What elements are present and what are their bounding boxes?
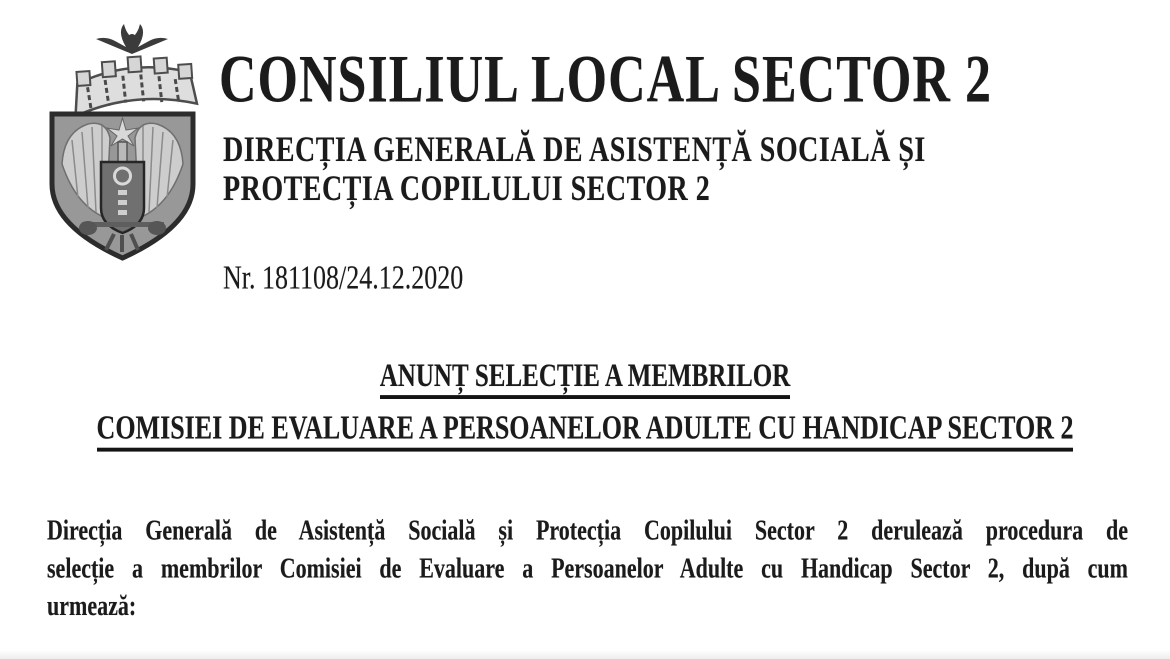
scan-artifact-bottom [0, 650, 1170, 659]
announcement-title-text-1: ANUNȚ SELECȚIE A MEMBRILOR [380, 359, 791, 399]
crown-icon [72, 53, 198, 116]
announcement-title-text-2: COMISIEI DE EVALUARE A PERSOANELOR ADULTE CU HANDICAP SECTOR 2 [97, 409, 1074, 452]
coat-of-arms-emblem [44, 12, 214, 264]
eagle-icon [96, 24, 168, 54]
org-subtitle-line-1: DIRECȚIA GENERALĂ DE ASISTENȚĂ SOCIALĂ ȘI [223, 129, 926, 170]
shield-icon [52, 114, 193, 258]
announcement-title-line-2 [0, 410, 1170, 445]
body-paragraph [47, 511, 1128, 624]
body-line-1: Direcția Generală de Asistență Socială și Protecția Copilului Sector 2 derulează procedura de [47, 513, 1128, 547]
document-number: Nr. 181108/24.12.2020 [223, 258, 464, 297]
org-subtitle [223, 131, 926, 209]
body-line-3: urmează: [47, 589, 137, 622]
org-subtitle-line-2: PROTECȚIA COPILULUI SECTOR 2 [223, 168, 711, 209]
body-line-2: selecție a membrilor Comisiei de Evaluare a Persoanelor Adulte cu Handicap Sector 2, după cum [47, 551, 1128, 584]
org-title: CONSILIUL LOCAL SECTOR 2 [219, 43, 992, 118]
announcement-title-line-1 [0, 360, 1170, 394]
